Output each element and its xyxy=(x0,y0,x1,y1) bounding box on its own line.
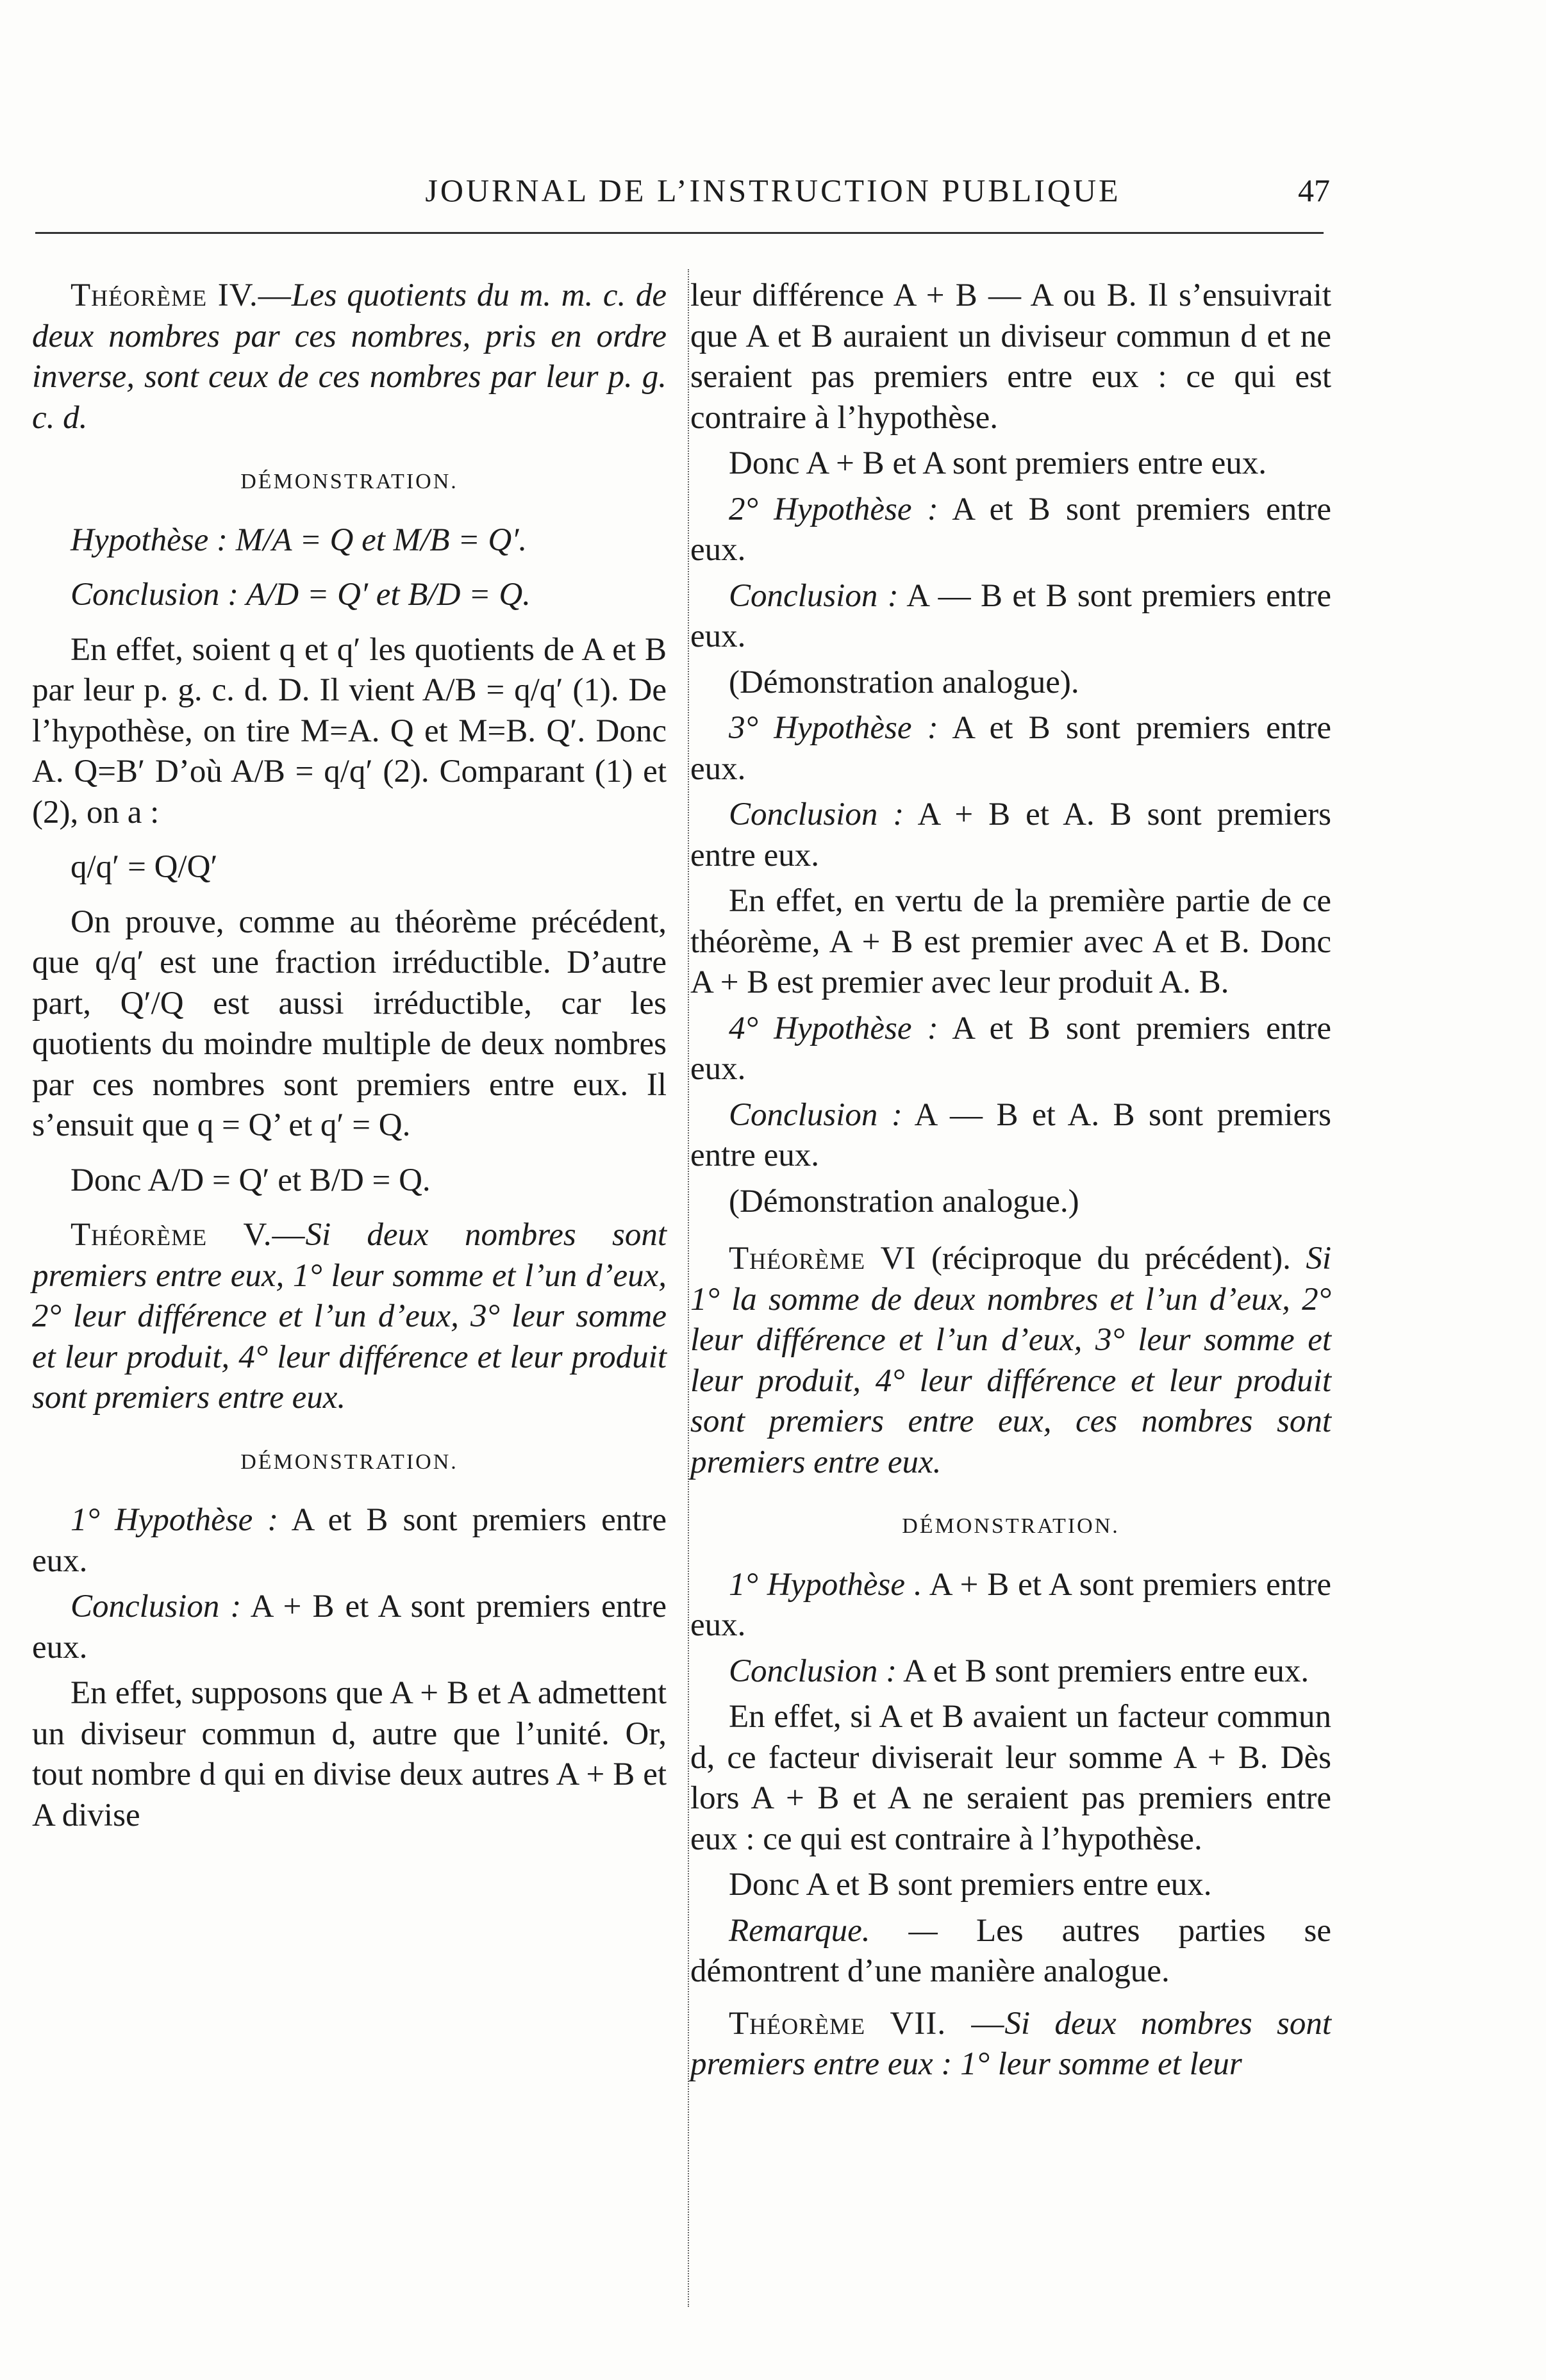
final-statement: Donc A et B sont premiers entre eux. xyxy=(729,1867,1212,1903)
conclusion-3-text: A + B et A. B sont premiers entre eux. xyxy=(690,797,1332,873)
proof-paragraph-5: En effet, si A et B avaient un facteur commun d, ce facteur diviserait leur somme A + B. Dès lors A + B et A ne seraient pas premiers entre eux : ce qui est contraire à l’hypothèse. xyxy=(690,1699,1331,1857)
conclusion-1 xyxy=(32,1587,667,1668)
proof-paragraph-4: En effet, en vertu de la première partie de ce théorème, A + B est premier avec A et B. Donc A + B est premier avec leur produit A. B. xyxy=(690,883,1331,1000)
hypothesis-3-label: 3° Hypothèse : xyxy=(729,710,938,746)
proof-paragraph: En effet, soient q et q′ les quotients de A et B par leur p. g. c. d. D. Il vient A/B = q/q′ (1). De l’hypothèse, on tire M=A. Q et M=B. Q′. Donc A. Q=B′ D’où A/B = q/q′ (2). Comparant (1) et (2), on a : xyxy=(32,631,667,831)
hypothesis-2 xyxy=(690,490,1331,571)
conclusion-label: Conclusion : xyxy=(71,577,239,613)
conclusion-2-label: Conclusion : xyxy=(729,577,899,614)
hypothesis-5-label: 1° Hypothèse . xyxy=(729,1566,922,1603)
theorem-6-parenthetical: (réciproque du précédent). xyxy=(931,1241,1291,1277)
hypothesis-3 xyxy=(690,708,1331,789)
theorem-4-statement: Les quotients du m. m. c. de deux nombres par ces nombres, pris en ordre inverse, sont ceux de ces nombres par leur p. g. c. d. xyxy=(32,277,667,436)
conclusion-3-label: Conclusion : xyxy=(729,797,904,832)
conclusion-statement: Donc A + B et A sont premiers entre eux. xyxy=(729,445,1267,481)
conclusion-2-text: A — B et B sont premiers entre eux. xyxy=(690,577,1332,654)
running-header xyxy=(0,172,1546,217)
right-column xyxy=(690,276,1331,2090)
remark xyxy=(690,1911,1331,1992)
hypothesis-5 xyxy=(690,1565,1331,1646)
hypothesis-1-label: 1° Hypothèse : xyxy=(71,1502,279,1538)
proof-paragraph-2: On prouve, comme au théorème précédent, que q/q′ est une fraction irréductible. D’autre part, Q′/Q est aussi irréductible, car les quotients du moindre multiple de deux nombres par ces nombres sont premiers entre eux. Il s’ensuit que q = Q’ et q′ = Q. xyxy=(32,904,667,1143)
equation-line: q/q′ = Q/Q′ xyxy=(71,849,218,885)
demonstration-heading: DÉMONSTRATION. xyxy=(240,470,458,493)
theorem-5-statement: Si deux nombres sont premiers entre eux, 1° leur somme et l’un d’eux, 2° leur différence et l’un d’eux, 3° leur somme et leur produit, 4° leur différence et leur produit sont premiers entre eux. xyxy=(32,1217,667,1416)
hypothesis-4-text: A et B sont premiers entre eux. xyxy=(690,1010,1331,1087)
theorem-5-heading: Théorème V.— xyxy=(71,1217,306,1253)
theorem-7-heading: Théorème VII. — xyxy=(729,2005,1005,2042)
page-number: 47 xyxy=(1298,172,1330,208)
hypothesis-4 xyxy=(690,1009,1331,1090)
theorem-4-heading: Théorème IV.— xyxy=(71,277,292,313)
journal-title: JOURNAL DE L’INSTRUCTION PUBLIQUE xyxy=(425,172,1121,208)
hypothesis-line xyxy=(32,520,667,561)
hypothesis-1 xyxy=(32,1500,667,1582)
theorem-4 xyxy=(32,276,667,438)
donc-line: Donc A/D = Q′ et B/D = Q. xyxy=(71,1162,431,1198)
conclusion-1-text: A + B et A sont premiers entre eux. xyxy=(32,1589,667,1665)
hypothesis-5-text: A + B et A sont premiers entre eux. xyxy=(690,1566,1332,1643)
conclusion-3 xyxy=(690,795,1331,876)
conclusion-5-text: A et B sont premiers entre eux. xyxy=(903,1653,1309,1689)
conclusion-line xyxy=(32,575,667,616)
theorem-6-heading: Théorème VI xyxy=(729,1241,917,1277)
analogous-note-2: (Démonstration analogue.) xyxy=(729,1183,1079,1219)
theorem-6-statement: Si 1° la somme de deux nombres et l’un d’eux, 2° leur différence et l’un d’eux, 3° leur somme et leur produit, 4° leur différence et leur produit sont premiers entre eux, ces nombres sont premiers entre eux. xyxy=(690,1241,1331,1480)
conclusion-5 xyxy=(690,1651,1331,1692)
column-divider xyxy=(688,269,689,2307)
demonstration-heading-3: DÉMONSTRATION. xyxy=(902,1514,1120,1538)
remark-text: Les autres parties se démontrent d’une manière analogue. xyxy=(690,1912,1332,1989)
conclusion-2 xyxy=(690,576,1331,657)
hypothesis-3-text: A et B sont premiers entre eux. xyxy=(690,710,1331,787)
conclusion-formula: A/D = Q′ et B/D = Q. xyxy=(245,577,531,613)
conclusion-4-label: Conclusion : xyxy=(729,1096,902,1133)
theorem-6 xyxy=(690,1239,1331,1483)
conclusion-4 xyxy=(690,1095,1331,1177)
proof-paragraph-3: En effet, supposons que A + B et A admettent un diviseur commun d, autre que l’unité. Or, tout nombre d qui en divise deux autres A + B et A divise xyxy=(32,1675,667,1833)
hypothesis-1-text: A et B sont premiers entre eux. xyxy=(32,1502,667,1579)
analogous-note: (Démonstration analogue). xyxy=(729,664,1079,700)
demonstration-heading-2: DÉMONSTRATION. xyxy=(240,1450,458,1474)
hypothesis-formula: M/A = Q et M/B = Q′. xyxy=(235,522,528,558)
conclusion-4-text: A — B et A. B sont premiers entre eux. xyxy=(690,1096,1331,1173)
conclusion-1-label: Conclusion : xyxy=(71,1589,242,1624)
hypothesis-4-label: 4° Hypothèse : xyxy=(729,1010,938,1046)
hypothesis-label: Hypothèse : xyxy=(71,522,228,558)
theorem-7-statement: Si deux nombres sont premiers entre eux : 1° leur somme et leur xyxy=(690,2005,1331,2082)
theorem-7 xyxy=(690,2004,1331,2085)
conclusion-5-label: Conclusion : xyxy=(729,1653,897,1689)
continuation-paragraph: leur différence A + B — A ou B. Il s’ensuivrait que A et B auraient un diviseur commun d et ne seraient pas premiers entre eux : ce qui est contraire à l’hypothèse. xyxy=(690,277,1331,436)
remark-label: Remarque. — xyxy=(729,1912,938,1949)
theorem-5 xyxy=(32,1215,667,1419)
left-column xyxy=(32,276,667,1841)
header-rule xyxy=(35,232,1324,234)
hypothesis-2-text: A et B sont premiers entre eux. xyxy=(690,491,1331,568)
hypothesis-2-label: 2° Hypothèse : xyxy=(729,491,938,527)
